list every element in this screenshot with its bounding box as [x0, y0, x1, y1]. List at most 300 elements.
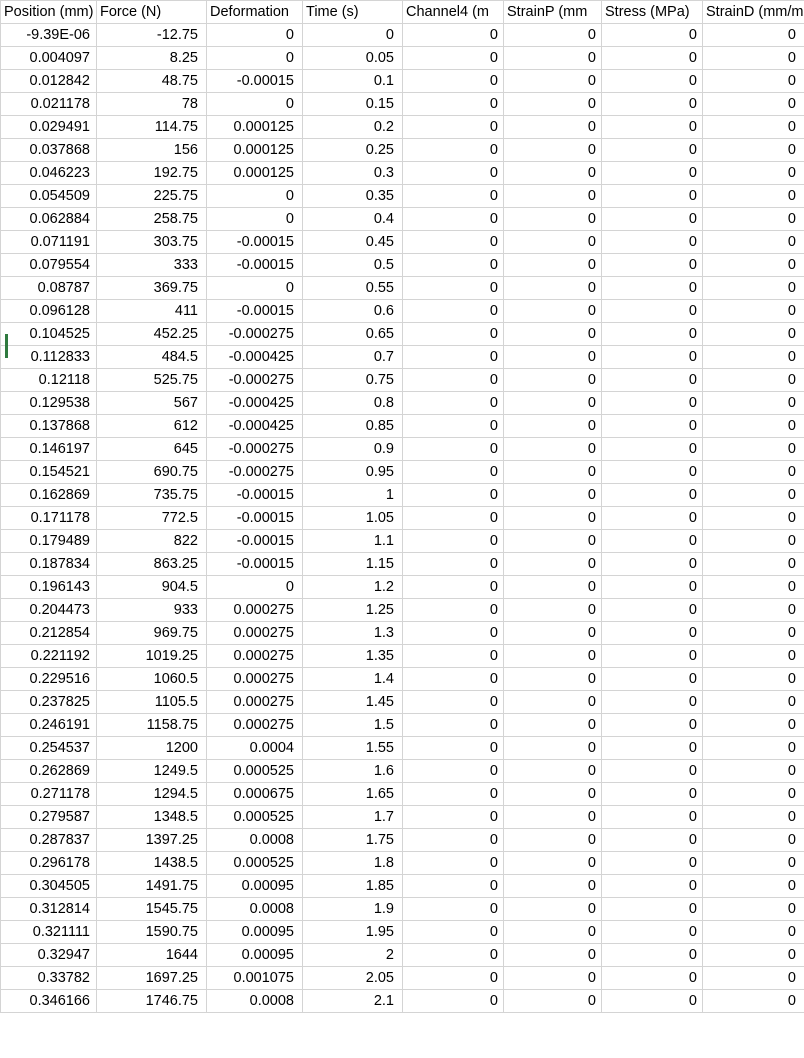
- table-cell[interactable]: 114.75: [97, 116, 207, 139]
- table-cell[interactable]: 0.212854: [1, 622, 97, 645]
- table-cell[interactable]: 0: [703, 553, 804, 576]
- table-cell[interactable]: 0: [403, 162, 504, 185]
- table-cell[interactable]: 0: [703, 70, 804, 93]
- table-cell[interactable]: 0: [602, 438, 703, 461]
- table-cell[interactable]: 0: [403, 852, 504, 875]
- table-cell[interactable]: 0.079554: [1, 254, 97, 277]
- table-cell[interactable]: 0: [703, 438, 804, 461]
- table-cell[interactable]: 0: [602, 737, 703, 760]
- table-cell[interactable]: 0: [403, 737, 504, 760]
- table-cell[interactable]: 0.5: [303, 254, 403, 277]
- table-cell[interactable]: 1746.75: [97, 990, 207, 1013]
- table-cell[interactable]: 0: [403, 921, 504, 944]
- table-cell[interactable]: 2.05: [303, 967, 403, 990]
- table-cell[interactable]: 0.271178: [1, 783, 97, 806]
- table-cell[interactable]: 0: [403, 898, 504, 921]
- table-cell[interactable]: 0: [602, 852, 703, 875]
- table-cell[interactable]: 0: [602, 392, 703, 415]
- table-cell[interactable]: 822: [97, 530, 207, 553]
- table-cell[interactable]: 156: [97, 139, 207, 162]
- table-cell[interactable]: 645: [97, 438, 207, 461]
- table-cell[interactable]: 0: [504, 645, 602, 668]
- table-cell[interactable]: 0: [703, 323, 804, 346]
- table-cell[interactable]: 0: [403, 93, 504, 116]
- table-cell[interactable]: 0: [703, 415, 804, 438]
- table-cell[interactable]: 0.112833: [1, 346, 97, 369]
- table-cell[interactable]: 0: [602, 530, 703, 553]
- table-cell[interactable]: 0: [703, 829, 804, 852]
- table-cell[interactable]: -0.000275: [207, 461, 303, 484]
- table-cell[interactable]: 0: [403, 415, 504, 438]
- table-cell[interactable]: 0.146197: [1, 438, 97, 461]
- table-cell[interactable]: 0: [504, 553, 602, 576]
- table-cell[interactable]: 0: [403, 691, 504, 714]
- table-cell[interactable]: 0: [403, 461, 504, 484]
- table-cell[interactable]: 2.1: [303, 990, 403, 1013]
- table-cell[interactable]: 0: [602, 415, 703, 438]
- table-cell[interactable]: 0: [602, 369, 703, 392]
- table-cell[interactable]: 1.05: [303, 507, 403, 530]
- table-cell[interactable]: 0.196143: [1, 576, 97, 599]
- table-cell[interactable]: 0: [403, 369, 504, 392]
- table-cell[interactable]: -12.75: [97, 24, 207, 47]
- table-cell[interactable]: 0: [403, 185, 504, 208]
- table-cell[interactable]: 0.000675: [207, 783, 303, 806]
- table-cell[interactable]: 0.062884: [1, 208, 97, 231]
- column-header[interactable]: StrainP (mm: [504, 1, 602, 24]
- table-cell[interactable]: 0: [504, 254, 602, 277]
- table-cell[interactable]: 0.104525: [1, 323, 97, 346]
- table-cell[interactable]: 904.5: [97, 576, 207, 599]
- table-cell[interactable]: 1200: [97, 737, 207, 760]
- table-cell[interactable]: 0: [504, 875, 602, 898]
- table-cell[interactable]: 0.0008: [207, 898, 303, 921]
- table-cell[interactable]: 0: [703, 346, 804, 369]
- table-cell[interactable]: 0.000525: [207, 852, 303, 875]
- table-cell[interactable]: -0.000425: [207, 415, 303, 438]
- table-cell[interactable]: 0.000275: [207, 645, 303, 668]
- table-cell[interactable]: 0.279587: [1, 806, 97, 829]
- table-cell[interactable]: 1105.5: [97, 691, 207, 714]
- table-cell[interactable]: 0: [602, 185, 703, 208]
- table-cell[interactable]: 0: [403, 967, 504, 990]
- table-cell[interactable]: 0: [703, 254, 804, 277]
- table-cell[interactable]: 1.25: [303, 599, 403, 622]
- table-cell[interactable]: 0: [403, 24, 504, 47]
- table-cell[interactable]: 0: [602, 484, 703, 507]
- table-cell[interactable]: 0.0008: [207, 990, 303, 1013]
- table-cell[interactable]: 0: [504, 415, 602, 438]
- table-cell[interactable]: -0.000425: [207, 392, 303, 415]
- table-cell[interactable]: 0: [504, 714, 602, 737]
- table-cell[interactable]: 0: [703, 47, 804, 70]
- table-cell[interactable]: 0: [703, 139, 804, 162]
- table-cell[interactable]: 0.154521: [1, 461, 97, 484]
- table-cell[interactable]: 0: [703, 530, 804, 553]
- table-cell[interactable]: 1644: [97, 944, 207, 967]
- table-cell[interactable]: 0: [403, 829, 504, 852]
- table-cell[interactable]: 0: [602, 553, 703, 576]
- column-header[interactable]: Force (N): [97, 1, 207, 24]
- table-cell[interactable]: 0.00095: [207, 921, 303, 944]
- table-cell[interactable]: -0.00015: [207, 530, 303, 553]
- table-cell[interactable]: 0: [703, 668, 804, 691]
- table-cell[interactable]: 0: [703, 162, 804, 185]
- table-cell[interactable]: 0: [602, 139, 703, 162]
- table-cell[interactable]: 0: [403, 645, 504, 668]
- table-cell[interactable]: 0.2: [303, 116, 403, 139]
- table-cell[interactable]: 0.00095: [207, 875, 303, 898]
- table-cell[interactable]: 369.75: [97, 277, 207, 300]
- column-header[interactable]: Channel4 (m: [403, 1, 504, 24]
- table-cell[interactable]: 0: [703, 875, 804, 898]
- table-cell[interactable]: 933: [97, 599, 207, 622]
- table-cell[interactable]: 0: [504, 116, 602, 139]
- table-cell[interactable]: 1697.25: [97, 967, 207, 990]
- table-cell[interactable]: 1.85: [303, 875, 403, 898]
- table-cell[interactable]: 0: [504, 990, 602, 1013]
- table-cell[interactable]: 0.187834: [1, 553, 97, 576]
- table-cell[interactable]: 0.237825: [1, 691, 97, 714]
- column-header[interactable]: StrainD (mm/m: [703, 1, 804, 24]
- table-cell[interactable]: -0.00015: [207, 553, 303, 576]
- table-cell[interactable]: 0: [403, 346, 504, 369]
- table-cell[interactable]: 0: [504, 852, 602, 875]
- table-cell[interactable]: 0.246191: [1, 714, 97, 737]
- table-cell[interactable]: 0: [207, 47, 303, 70]
- table-cell[interactable]: 1.9: [303, 898, 403, 921]
- table-cell[interactable]: 0.0004: [207, 737, 303, 760]
- table-cell[interactable]: 0: [504, 507, 602, 530]
- table-cell[interactable]: 0: [403, 392, 504, 415]
- table-cell[interactable]: 0.65: [303, 323, 403, 346]
- table-cell[interactable]: 48.75: [97, 70, 207, 93]
- table-cell[interactable]: 1397.25: [97, 829, 207, 852]
- table-cell[interactable]: 0: [602, 93, 703, 116]
- table-cell[interactable]: 0: [207, 93, 303, 116]
- table-cell[interactable]: 1.5: [303, 714, 403, 737]
- table-cell[interactable]: 8.25: [97, 47, 207, 70]
- table-cell[interactable]: 0: [602, 668, 703, 691]
- table-cell[interactable]: 411: [97, 300, 207, 323]
- table-cell[interactable]: 0: [703, 392, 804, 415]
- table-cell[interactable]: 969.75: [97, 622, 207, 645]
- table-cell[interactable]: 863.25: [97, 553, 207, 576]
- table-cell[interactable]: 0.287837: [1, 829, 97, 852]
- table-cell[interactable]: 1.65: [303, 783, 403, 806]
- table-cell[interactable]: 0: [403, 714, 504, 737]
- table-cell[interactable]: -0.00015: [207, 231, 303, 254]
- table-cell[interactable]: 0: [504, 208, 602, 231]
- table-cell[interactable]: 1.6: [303, 760, 403, 783]
- table-cell[interactable]: 0.296178: [1, 852, 97, 875]
- table-cell[interactable]: 0: [602, 829, 703, 852]
- table-cell[interactable]: 0.000275: [207, 622, 303, 645]
- table-cell[interactable]: 0: [504, 346, 602, 369]
- table-cell[interactable]: 0.35: [303, 185, 403, 208]
- column-header[interactable]: Position (mm): [1, 1, 97, 24]
- table-cell[interactable]: 0: [602, 898, 703, 921]
- table-cell[interactable]: 0: [403, 553, 504, 576]
- table-cell[interactable]: 0: [403, 323, 504, 346]
- table-cell[interactable]: 1249.5: [97, 760, 207, 783]
- table-cell[interactable]: 772.5: [97, 507, 207, 530]
- table-cell[interactable]: 612: [97, 415, 207, 438]
- table-cell[interactable]: 0: [703, 116, 804, 139]
- table-cell[interactable]: 0.55: [303, 277, 403, 300]
- table-cell[interactable]: 0: [703, 783, 804, 806]
- table-cell[interactable]: 0.096128: [1, 300, 97, 323]
- table-cell[interactable]: 0.254537: [1, 737, 97, 760]
- table-cell[interactable]: 0.08787: [1, 277, 97, 300]
- table-cell[interactable]: -0.00015: [207, 254, 303, 277]
- table-cell[interactable]: 0: [504, 921, 602, 944]
- table-cell[interactable]: 0: [403, 875, 504, 898]
- table-cell[interactable]: 0: [703, 185, 804, 208]
- table-cell[interactable]: 0: [602, 944, 703, 967]
- table-cell[interactable]: 0: [504, 806, 602, 829]
- table-cell[interactable]: 1491.75: [97, 875, 207, 898]
- table-cell[interactable]: 0: [403, 254, 504, 277]
- table-cell[interactable]: 1.7: [303, 806, 403, 829]
- table-cell[interactable]: 0: [703, 737, 804, 760]
- table-cell[interactable]: 0: [504, 162, 602, 185]
- table-cell[interactable]: 78: [97, 93, 207, 116]
- table-cell[interactable]: 0: [504, 369, 602, 392]
- table-cell[interactable]: 0: [703, 507, 804, 530]
- table-cell[interactable]: 0.054509: [1, 185, 97, 208]
- table-cell[interactable]: 0.000275: [207, 668, 303, 691]
- table-cell[interactable]: 1438.5: [97, 852, 207, 875]
- table-cell[interactable]: 0: [602, 323, 703, 346]
- table-cell[interactable]: 0: [504, 323, 602, 346]
- table-cell[interactable]: 1060.5: [97, 668, 207, 691]
- table-cell[interactable]: -0.000275: [207, 323, 303, 346]
- table-cell[interactable]: 0: [504, 760, 602, 783]
- table-cell[interactable]: 0: [207, 24, 303, 47]
- table-cell[interactable]: 0: [504, 622, 602, 645]
- table-cell[interactable]: 0: [703, 576, 804, 599]
- table-cell[interactable]: 0.4: [303, 208, 403, 231]
- table-cell[interactable]: 1.8: [303, 852, 403, 875]
- table-cell[interactable]: 0: [403, 47, 504, 70]
- table-cell[interactable]: 0: [504, 461, 602, 484]
- table-cell[interactable]: 0: [504, 576, 602, 599]
- table-cell[interactable]: 0: [703, 461, 804, 484]
- table-cell[interactable]: 0.32947: [1, 944, 97, 967]
- table-cell[interactable]: 1294.5: [97, 783, 207, 806]
- table-cell[interactable]: 0: [602, 990, 703, 1013]
- table-cell[interactable]: 0: [703, 599, 804, 622]
- table-cell[interactable]: 0.45: [303, 231, 403, 254]
- table-cell[interactable]: 0: [403, 484, 504, 507]
- table-cell[interactable]: 0: [504, 24, 602, 47]
- table-cell[interactable]: 0: [403, 806, 504, 829]
- table-cell[interactable]: 0: [602, 599, 703, 622]
- table-cell[interactable]: 0: [504, 691, 602, 714]
- table-cell[interactable]: 0: [403, 990, 504, 1013]
- table-cell[interactable]: 1158.75: [97, 714, 207, 737]
- table-cell[interactable]: 0: [403, 599, 504, 622]
- table-cell[interactable]: 0.221192: [1, 645, 97, 668]
- table-cell[interactable]: 0: [703, 898, 804, 921]
- table-cell[interactable]: -0.00015: [207, 300, 303, 323]
- table-cell[interactable]: 0.046223: [1, 162, 97, 185]
- table-cell[interactable]: 0: [703, 645, 804, 668]
- table-cell[interactable]: 0: [504, 392, 602, 415]
- table-cell[interactable]: 0: [403, 208, 504, 231]
- table-cell[interactable]: 0: [504, 737, 602, 760]
- table-cell[interactable]: 0: [207, 277, 303, 300]
- table-cell[interactable]: 0: [504, 70, 602, 93]
- table-cell[interactable]: 0.9: [303, 438, 403, 461]
- table-cell[interactable]: 0: [703, 208, 804, 231]
- table-cell[interactable]: 0: [303, 24, 403, 47]
- table-cell[interactable]: 0.346166: [1, 990, 97, 1013]
- table-cell[interactable]: 0: [602, 691, 703, 714]
- table-cell[interactable]: 0.8: [303, 392, 403, 415]
- table-cell[interactable]: 0: [602, 714, 703, 737]
- table-cell[interactable]: 0: [504, 300, 602, 323]
- table-cell[interactable]: 1.15: [303, 553, 403, 576]
- table-cell[interactable]: 0: [403, 116, 504, 139]
- table-cell[interactable]: 0: [602, 967, 703, 990]
- table-cell[interactable]: 0: [703, 24, 804, 47]
- table-cell[interactable]: -0.000275: [207, 369, 303, 392]
- column-header[interactable]: Deformation: [207, 1, 303, 24]
- table-cell[interactable]: 0: [602, 783, 703, 806]
- table-cell[interactable]: -0.00015: [207, 70, 303, 93]
- table-cell[interactable]: 0: [504, 944, 602, 967]
- table-cell[interactable]: 0.33782: [1, 967, 97, 990]
- table-cell[interactable]: 1: [303, 484, 403, 507]
- table-cell[interactable]: 0: [703, 300, 804, 323]
- table-cell[interactable]: 0: [703, 691, 804, 714]
- table-cell[interactable]: 0: [703, 484, 804, 507]
- table-cell[interactable]: 0: [504, 185, 602, 208]
- table-cell[interactable]: 0.229516: [1, 668, 97, 691]
- table-cell[interactable]: 0: [403, 438, 504, 461]
- table-cell[interactable]: 0: [504, 277, 602, 300]
- table-cell[interactable]: -0.000425: [207, 346, 303, 369]
- table-cell[interactable]: 1.3: [303, 622, 403, 645]
- table-cell[interactable]: 0: [602, 806, 703, 829]
- table-cell[interactable]: 0: [703, 277, 804, 300]
- table-cell[interactable]: 0: [602, 507, 703, 530]
- table-cell[interactable]: 0.137868: [1, 415, 97, 438]
- table-cell[interactable]: 484.5: [97, 346, 207, 369]
- table-cell[interactable]: 0: [403, 668, 504, 691]
- table-cell[interactable]: 0: [703, 622, 804, 645]
- table-cell[interactable]: 525.75: [97, 369, 207, 392]
- table-cell[interactable]: 0: [403, 760, 504, 783]
- table-cell[interactable]: 0: [403, 231, 504, 254]
- table-cell[interactable]: 0.029491: [1, 116, 97, 139]
- table-cell[interactable]: 0: [703, 921, 804, 944]
- table-cell[interactable]: 0: [703, 990, 804, 1013]
- table-cell[interactable]: 0: [703, 714, 804, 737]
- table-cell[interactable]: 0.25: [303, 139, 403, 162]
- table-cell[interactable]: 0: [504, 783, 602, 806]
- table-cell[interactable]: 0: [602, 760, 703, 783]
- table-cell[interactable]: 0: [703, 852, 804, 875]
- table-cell[interactable]: 0: [504, 829, 602, 852]
- table-cell[interactable]: 0: [207, 208, 303, 231]
- table-cell[interactable]: 0: [602, 300, 703, 323]
- table-cell[interactable]: 0: [602, 875, 703, 898]
- table-cell[interactable]: 0.162869: [1, 484, 97, 507]
- table-cell[interactable]: 0: [504, 898, 602, 921]
- table-cell[interactable]: 0: [602, 346, 703, 369]
- table-cell[interactable]: 0: [602, 622, 703, 645]
- table-cell[interactable]: 0.95: [303, 461, 403, 484]
- table-cell[interactable]: 0: [602, 921, 703, 944]
- table-cell[interactable]: 0: [602, 70, 703, 93]
- table-cell[interactable]: 567: [97, 392, 207, 415]
- table-cell[interactable]: 0: [504, 438, 602, 461]
- table-cell[interactable]: 0.304505: [1, 875, 97, 898]
- table-cell[interactable]: 0.179489: [1, 530, 97, 553]
- table-cell[interactable]: 1019.25: [97, 645, 207, 668]
- table-cell[interactable]: 0.037868: [1, 139, 97, 162]
- table-cell[interactable]: 0: [602, 47, 703, 70]
- table-cell[interactable]: 0: [207, 185, 303, 208]
- table-cell[interactable]: 1.35: [303, 645, 403, 668]
- table-cell[interactable]: 0.05: [303, 47, 403, 70]
- table-cell[interactable]: 0: [602, 576, 703, 599]
- table-cell[interactable]: 0.12118: [1, 369, 97, 392]
- table-cell[interactable]: 0.00095: [207, 944, 303, 967]
- table-cell[interactable]: -0.000275: [207, 438, 303, 461]
- table-cell[interactable]: 0.000275: [207, 714, 303, 737]
- table-cell[interactable]: 0.129538: [1, 392, 97, 415]
- table-cell[interactable]: 1545.75: [97, 898, 207, 921]
- table-cell[interactable]: 0.000525: [207, 806, 303, 829]
- table-cell[interactable]: 735.75: [97, 484, 207, 507]
- table-cell[interactable]: 0.000125: [207, 162, 303, 185]
- table-cell[interactable]: 0: [602, 24, 703, 47]
- table-cell[interactable]: 1.4: [303, 668, 403, 691]
- table-cell[interactable]: 0: [403, 576, 504, 599]
- table-cell[interactable]: 0.204473: [1, 599, 97, 622]
- column-header[interactable]: Stress (MPa): [602, 1, 703, 24]
- table-cell[interactable]: 333: [97, 254, 207, 277]
- table-cell[interactable]: 0.001075: [207, 967, 303, 990]
- table-cell[interactable]: 2: [303, 944, 403, 967]
- table-cell[interactable]: 0.000125: [207, 139, 303, 162]
- table-cell[interactable]: -9.39E-06: [1, 24, 97, 47]
- table-cell[interactable]: 0.000125: [207, 116, 303, 139]
- table-cell[interactable]: 1.2: [303, 576, 403, 599]
- table-cell[interactable]: -0.00015: [207, 507, 303, 530]
- table-cell[interactable]: 0: [703, 967, 804, 990]
- table-cell[interactable]: 0: [504, 530, 602, 553]
- table-cell[interactable]: 0: [403, 300, 504, 323]
- table-cell[interactable]: 0.021178: [1, 93, 97, 116]
- table-cell[interactable]: 1.55: [303, 737, 403, 760]
- table-cell[interactable]: 0.000525: [207, 760, 303, 783]
- table-cell[interactable]: 0.000275: [207, 691, 303, 714]
- table-cell[interactable]: 0: [504, 484, 602, 507]
- table-cell[interactable]: 0: [504, 139, 602, 162]
- table-cell[interactable]: 0.3: [303, 162, 403, 185]
- table-cell[interactable]: 0: [703, 231, 804, 254]
- table-cell[interactable]: 0.6: [303, 300, 403, 323]
- table-cell[interactable]: 0.312814: [1, 898, 97, 921]
- table-cell[interactable]: 225.75: [97, 185, 207, 208]
- table-cell[interactable]: 0.75: [303, 369, 403, 392]
- table-cell[interactable]: 0: [504, 93, 602, 116]
